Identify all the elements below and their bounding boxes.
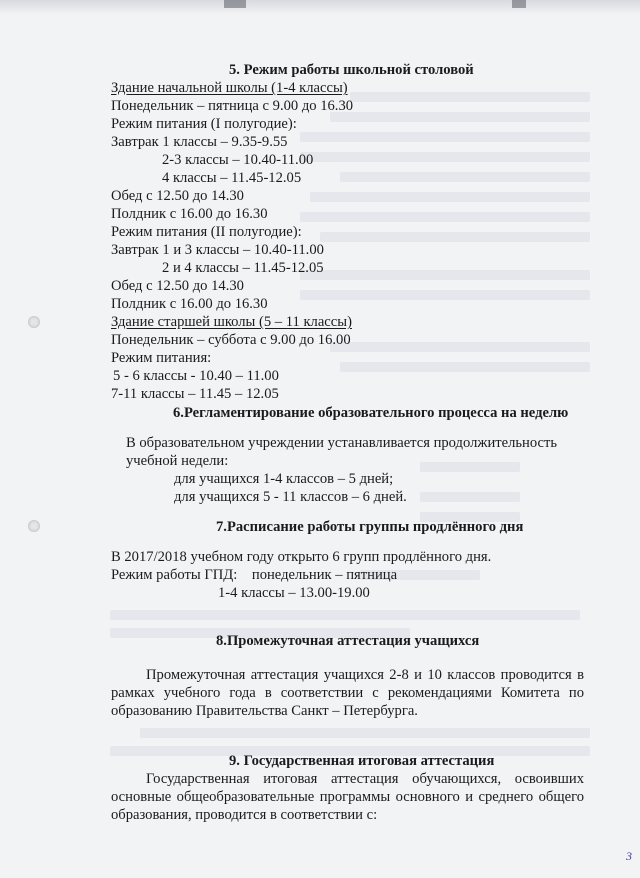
breakfast-line: Завтрак 1 классы – 9.35-9.55: [111, 134, 288, 150]
section-5-title: 5. Режим работы школьной столовой: [229, 62, 474, 78]
breakfast-line: 2-3 классы – 10.40-11.00: [162, 152, 314, 168]
section-6-title: 6.Регламентирование образовательного процесса на неделю: [173, 405, 569, 421]
s7-text-line: 1-4 классы – 13.00-19.00: [218, 585, 370, 601]
section-9-title: 9. Государственная итоговая аттестация: [229, 753, 495, 769]
s6-text-line: для учащихся 5 - 11 классов – 6 дней.: [174, 489, 407, 505]
s6-text-line: для учащихся 1-4 классов – 5 дней;: [174, 471, 394, 487]
s6-text-line: В образовательном учреждении устанавливается продолжительность: [126, 435, 558, 451]
meal-mode-first-half: Режим питания (I полугодие):: [111, 116, 297, 132]
meal-mode-second-half: Режим питания (II полугодие):: [111, 224, 302, 240]
breakfast-line: Завтрак 1 и 3 классы – 10.40-11.00: [111, 242, 324, 258]
section-7-title: 7.Расписание работы группы продлённого дня: [216, 519, 524, 535]
snack-line: Полдник с 16.00 до 16.30: [111, 296, 268, 312]
breakfast-line: 4 классы – 11.45-12.05: [162, 170, 302, 186]
senior-weekdays: Понедельник – суббота с 9.00 до 16.00: [111, 332, 351, 348]
section-8-title: 8.Промежуточная аттестация учащихся: [216, 633, 480, 649]
senior-meal-line: 5 - 6 классы - 10.40 – 11.00: [113, 368, 279, 384]
lunch-line: Обед с 12.50 до 14.30: [111, 188, 244, 204]
breakfast-line: 2 и 4 классы – 11.45-12.05: [162, 260, 324, 276]
s9-text-line: Государственная итоговая аттестация обучающихся, освоивших: [146, 771, 584, 787]
senior-building-heading: Здание старшей школы (5 – 11 классы): [111, 314, 352, 330]
lunch-line: Обед с 12.50 до 14.30: [111, 278, 244, 294]
s6-text-line: учебной недели:: [126, 453, 229, 469]
s9-text-line: основные общеобразовательные программы основного и среднего общего: [111, 789, 584, 805]
primary-weekdays: Понедельник – пятница с 9.00 до 16.30: [111, 98, 354, 114]
senior-meal-line: 7-11 классы – 11.45 – 12.05: [111, 386, 279, 402]
senior-meal-mode: Режим питания:: [111, 350, 212, 366]
s8-text-line: образованию Правительства Санкт – Петербурга.: [111, 703, 418, 719]
page-number-mark: 3: [626, 849, 632, 863]
s8-text-line: Промежуточная аттестация учащихся 2-8 и 10 классов проводится в: [146, 667, 584, 683]
s8-text-line: рамках учебного года в соответствии с рекомендациями Комитета по: [111, 685, 584, 701]
s9-text-line: образования, проводится в соответствии с:: [111, 807, 378, 823]
s7-text-line: В 2017/2018 учебном году открыто 6 групп продлённого дня.: [111, 549, 492, 565]
s7-text-line: Режим работы ГПД: понедельник – пятница: [111, 567, 398, 583]
snack-line: Полдник с 16.00 до 16.30: [111, 206, 268, 222]
primary-building-heading: Здание начальной школы (1-4 классы): [111, 80, 348, 96]
